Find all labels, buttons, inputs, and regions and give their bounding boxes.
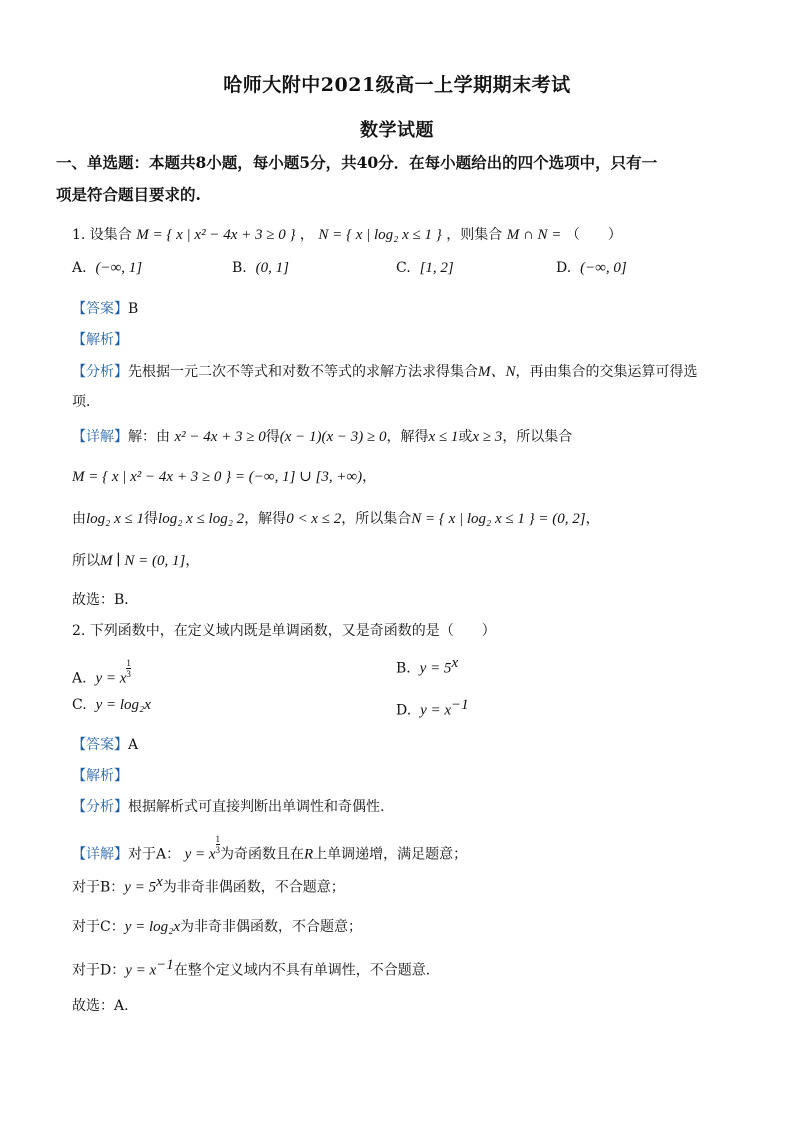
fenxi-text-2: ，再由集合的交集运算可得选	[515, 364, 698, 380]
q2-option-a	[72, 658, 131, 688]
detail-math: x² − 4x + 3 ≥ 0	[174, 429, 266, 445]
detail-text: 上单调递增，满足题意；	[313, 846, 468, 863]
detail-text: ，所以集合	[502, 429, 573, 445]
detail-math: y = log₂x	[124, 919, 181, 935]
page-subtitle: 数学试题	[360, 120, 434, 141]
option-value: y = x	[420, 702, 452, 719]
option-value: y = x	[95, 670, 127, 687]
exp-denominator: 3	[126, 669, 131, 679]
detail-math: 0 < x ≤ 2	[286, 511, 342, 527]
analysis-tag: 【解析】	[72, 768, 128, 784]
q1-fenxi-cont: 项．	[72, 394, 100, 410]
detail-math: x ≤ 1	[428, 429, 459, 445]
detail-tag: 【详解】	[72, 429, 128, 445]
detail-text: 为非奇非偶函数，不合题意；	[162, 879, 345, 896]
detail-text: 对于A：	[128, 846, 181, 863]
exp-numerator: 1	[215, 834, 221, 844]
q1-stem-post: ，则集合	[446, 227, 503, 243]
detail-text: 得	[265, 429, 280, 445]
option-label: D.	[396, 702, 412, 719]
q2-conclusion: 故选：A.	[72, 998, 129, 1014]
exp-numerator: 1	[126, 658, 131, 668]
option-label: B.	[396, 660, 411, 677]
q1-expr: M ∩ N =	[506, 227, 562, 243]
option-label: D.	[556, 260, 572, 276]
option-label: B.	[232, 260, 247, 276]
q2-detail-a	[72, 834, 467, 864]
q1-analysis-tag	[72, 329, 128, 349]
q1-sep: ，	[299, 227, 314, 243]
q1-fenxi	[72, 360, 698, 381]
fenxi-sets: M、N	[478, 364, 516, 380]
q2-option-b	[396, 655, 458, 678]
detail-text: 所以	[72, 553, 100, 569]
fenxi-text: 根据解析式可直接判断出单调性和奇偶性.	[128, 799, 385, 815]
detail-text: 对于B：	[72, 879, 125, 896]
detail-text: 或	[458, 429, 473, 445]
detail-text: 由	[72, 511, 86, 527]
detail-tag: 【详解】	[72, 846, 128, 863]
detail-exponent: −1	[156, 957, 174, 973]
q1-option-b	[232, 260, 289, 277]
q1-detail-line3	[72, 508, 600, 528]
q1-detail-line1	[72, 426, 572, 446]
q1-answer	[72, 298, 138, 318]
q1-conclusion: 故选：B．	[72, 592, 139, 608]
q2-detail-d	[72, 957, 430, 980]
detail-text: ，	[185, 553, 200, 569]
option-exponent	[126, 658, 131, 679]
q2-stem: 2. 下列函数中，在定义域内既是单调函数，又是奇函数的是（ ）	[72, 623, 496, 639]
q1-detail-line2	[72, 466, 376, 486]
option-label: C.	[72, 697, 87, 713]
option-exponent: x	[451, 655, 459, 671]
option-label: A.	[72, 670, 87, 687]
detail-text: ，解得	[244, 511, 287, 527]
q1-paren: （ ）	[565, 227, 622, 243]
detail-math: x ≥ 3	[472, 429, 503, 445]
q1-set-m: M = { x | x² − 4x + 3 ≥ 0 }	[136, 227, 296, 243]
option-value: y = 5	[419, 660, 452, 677]
detail-math: y = 5	[124, 879, 157, 896]
q1-stem-prefix: 1. 设集合	[72, 227, 132, 243]
page-title: 哈师大附中2021级高一上学期期末考试	[223, 74, 571, 96]
answer-value: B	[128, 301, 139, 317]
option-value: y = log₂x	[95, 697, 151, 713]
q2-option-c	[72, 697, 151, 714]
q1-option-c	[396, 260, 454, 277]
option-value: (−∞, 0]	[580, 260, 627, 276]
detail-math: log₂ x ≤ 1	[86, 511, 145, 527]
detail-text: 解：由	[128, 429, 170, 445]
option-value: (−∞, 1]	[95, 260, 143, 276]
answer-tag: 【答案】	[72, 301, 128, 317]
detail-exponent: x	[156, 874, 163, 890]
detail-math: log₂ x ≤ log₂ 2	[158, 511, 245, 527]
section-heading-line1: 一、单选题：本题共8小题，每小题5分，共40分．在每小题给出的四个选项中，只有一	[56, 153, 658, 172]
detail-text: 为奇函数且在	[220, 846, 305, 863]
fenxi-tag: 【分析】	[72, 364, 128, 380]
detail-text: 在整个定义域内不具有单调性，不合题意.	[173, 962, 431, 979]
detail-text: 为非奇非偶函数，不合题意；	[180, 919, 363, 935]
q2-detail-b	[72, 874, 345, 897]
detail-text: 对于D：	[72, 962, 126, 979]
detail-text: ，	[585, 511, 600, 527]
q2-answer	[72, 734, 138, 754]
analysis-tag: 【解析】	[72, 332, 128, 348]
q2-analysis-tag	[72, 765, 128, 785]
answer-tag: 【答案】	[72, 737, 128, 753]
detail-math: (x − 1)(x − 3) ≥ 0	[279, 429, 387, 445]
detail-text: ，	[362, 469, 377, 485]
q1-option-d	[556, 260, 627, 277]
detail-math: y = x	[184, 846, 216, 863]
detail-text: 对于C：	[72, 919, 125, 935]
detail-text: 得	[144, 511, 159, 527]
option-value: [1, 2]	[419, 260, 454, 276]
option-label: C.	[396, 260, 411, 276]
fenxi-text: 先根据一元二次不等式和对数不等式的求解方法求得集合	[128, 364, 478, 380]
exp-denominator: 3	[215, 845, 221, 855]
q2-fenxi	[72, 796, 384, 816]
section-heading-line2: 项是符合题目要求的.	[56, 185, 201, 204]
q2-option-d	[396, 697, 469, 720]
detail-math: y = x	[125, 962, 157, 979]
option-exponent: −1	[451, 697, 469, 713]
detail-text: ，解得	[386, 429, 429, 445]
q2-detail-c	[72, 916, 362, 936]
detail-math: N = { x | log₂ x ≤ 1 } = (0, 2]	[411, 511, 586, 527]
q1-stem	[72, 224, 622, 244]
answer-value: A	[128, 737, 139, 753]
option-label: A.	[72, 260, 87, 276]
detail-text: ，所以集合	[341, 511, 412, 527]
detail-math: M = { x | x² − 4x + 3 ≥ 0 } = (−∞, 1] ∪ [3, +∞)	[72, 469, 363, 485]
detail-math: M ∣ N = (0, 1]	[100, 553, 186, 569]
detail-math: R	[304, 846, 314, 863]
q1-set-n: N = { x | log₂ x ≤ 1 }	[318, 227, 442, 243]
fenxi-tag: 【分析】	[72, 799, 128, 815]
q1-detail-line4	[72, 550, 199, 570]
q1-option-a	[72, 260, 142, 277]
option-value: (0, 1]	[255, 260, 289, 276]
